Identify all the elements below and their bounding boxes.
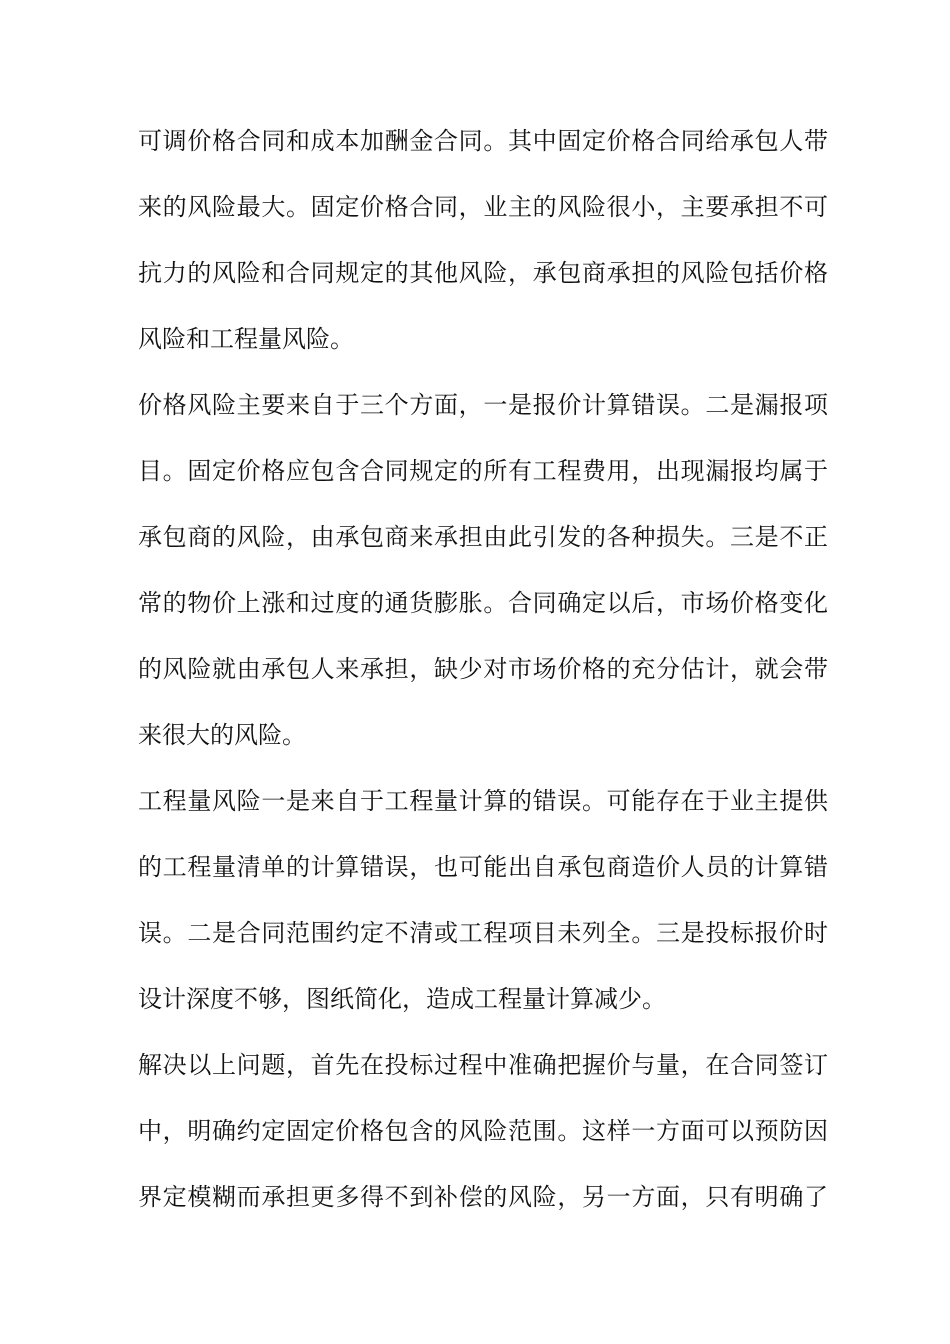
paragraph-4: [138, 1032, 828, 1230]
text-line: 来的风险最大。固定价格合同，业主的风险很小，主要承担不可: [138, 193, 828, 221]
text-line: 界定模糊而承担更多得不到补偿的风险，另一方面，只有明确了: [138, 1183, 828, 1211]
text-line: 目。固定价格应包含合同规定的所有工程费用，出现漏报均属于: [138, 457, 828, 485]
text-line: 来很大的风险。: [138, 721, 306, 749]
paragraph-2: [138, 372, 828, 768]
paragraph-1: [138, 108, 828, 372]
text-line: 承包商的风险，由承包商来承担由此引发的各种损失。三是不正: [138, 523, 828, 551]
text-line: 误。二是合同范围约定不清或工程项目未列全。三是投标报价时: [138, 919, 828, 947]
text-line: 的风险就由承包人来承担，缺少对市场价格的充分估计，就会带: [138, 655, 828, 683]
text-line: 设计深度不够，图纸简化，造成工程量计算减少。: [138, 985, 666, 1013]
text-line: 可调价格合同和成本加酬金合同。其中固定价格合同给承包人带: [138, 127, 828, 155]
text-line: 解决以上问题，首先在投标过程中准确把握价与量，在合同签订: [138, 1051, 828, 1079]
text-line: 中，明确约定固定价格包含的风险范围。这样一方面可以预防因: [138, 1117, 828, 1145]
text-line: 风险和工程量风险。: [138, 325, 354, 353]
text-line: 抗力的风险和合同规定的其他风险，承包商承担的风险包括价格: [138, 259, 828, 287]
paragraph-3: [138, 768, 828, 1032]
text-line: 工程量风险一是来自于工程量计算的错误。可能存在于业主提供: [138, 787, 828, 815]
document-body: [138, 108, 828, 1230]
text-line: 常的物价上涨和过度的通货膨胀。合同确定以后，市场价格变化: [138, 589, 828, 617]
text-line: 价格风险主要来自于三个方面，一是报价计算错误。二是漏报项: [138, 391, 828, 419]
text-line: 的工程量清单的计算错误，也可能出自承包商造价人员的计算错: [138, 853, 828, 881]
